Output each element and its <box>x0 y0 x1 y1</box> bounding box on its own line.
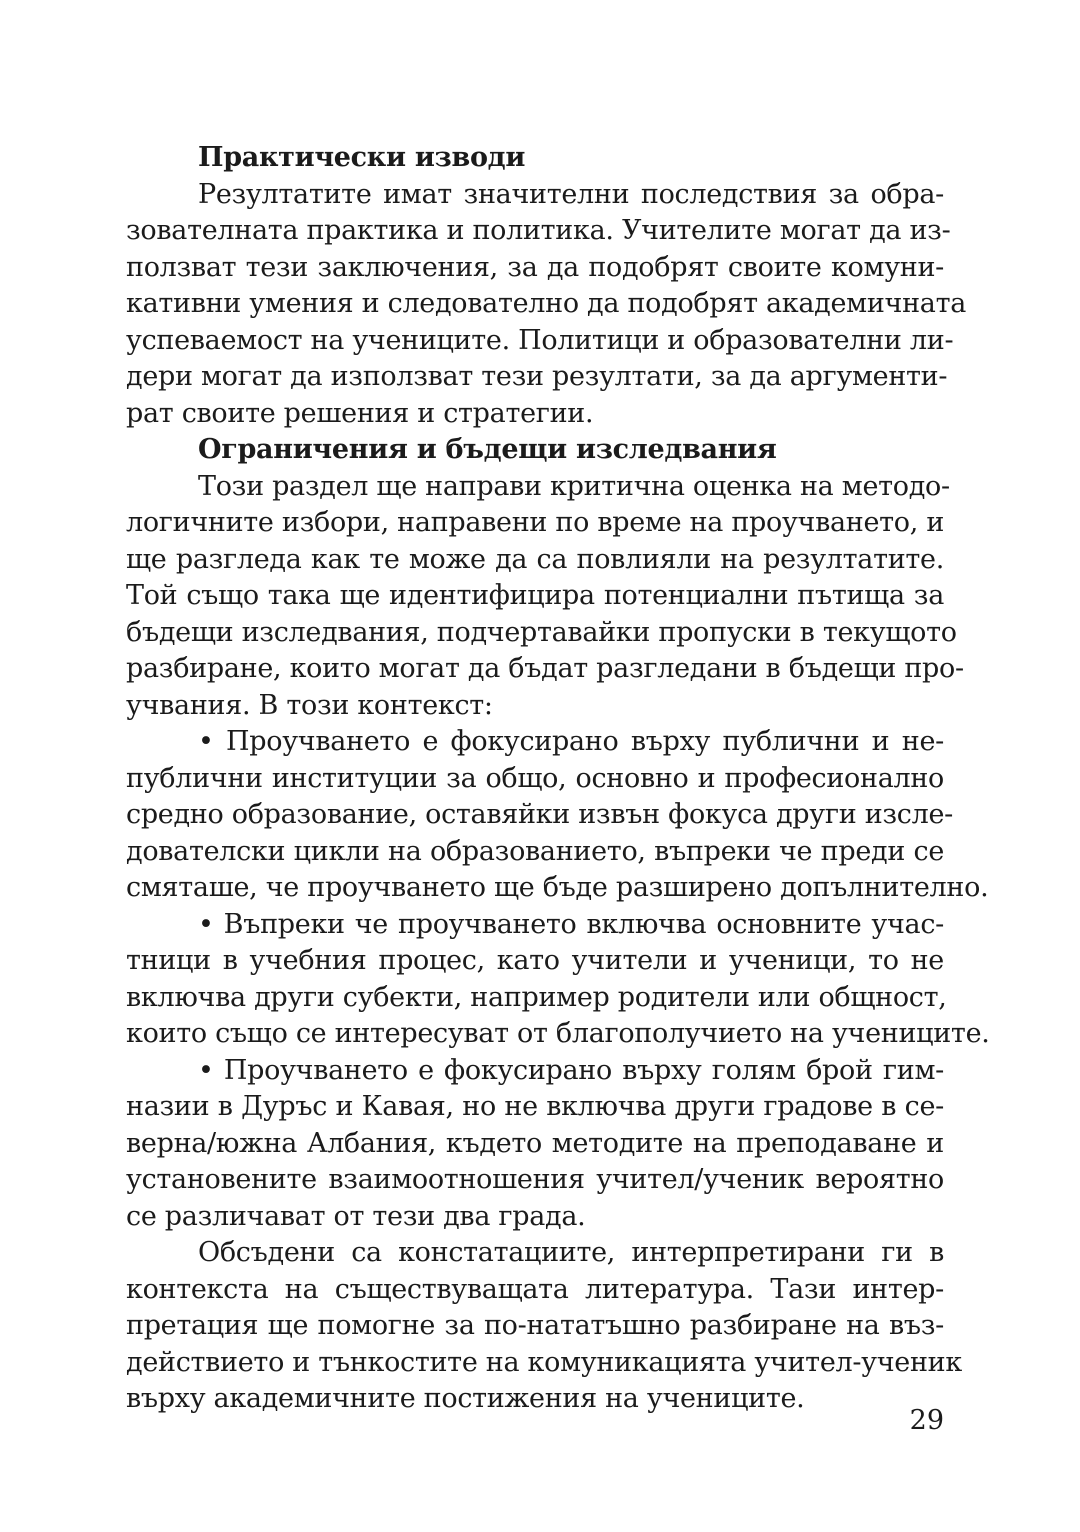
bullet-item <box>126 724 989 907</box>
bullet-item <box>126 1053 944 1236</box>
text-line: разбиране, които могат да бъдат разгледани в бъдещи про- <box>126 653 964 684</box>
text-line: ползват тези заключения, за да подобрят своите комуни- <box>126 251 944 283</box>
text-line: действието и тънкостите на комуникацията учител-ученик <box>126 1346 962 1378</box>
closing-paragraph <box>126 1235 962 1418</box>
text-line: бъдещи изследвания, подчертавайки пропуски в текущото <box>126 616 957 648</box>
text-line: кативни умения и следователно да подобрят академичната <box>126 288 967 319</box>
page-number: 29 <box>909 1405 944 1436</box>
text-line: дователски цикли на образованието, въпреки че преди се <box>126 835 944 867</box>
text-line: контекста на съществуващата литература. Тази интер- <box>126 1273 944 1305</box>
paragraph <box>126 469 964 725</box>
text-line: Той също така ще идентифицира потенциални пътища за <box>126 580 944 611</box>
text-line: включва други субекти, например родители или общност, <box>126 981 947 1013</box>
practical-conclusions-section <box>126 140 967 432</box>
section-heading: Практически изводи <box>198 142 526 173</box>
text-line: назии в Дуръс и Кавая, но не включва други градове в се- <box>126 1091 944 1122</box>
text-line: Резултатите имат значителни последствия за обра- <box>198 178 944 210</box>
text-line: които също се интересуват от благополучието на учениците. <box>126 1018 990 1049</box>
bullet-item <box>126 907 990 1053</box>
text-line: рат своите решения и стратегии. <box>126 397 594 429</box>
paragraph <box>126 177 967 433</box>
text-line: се различават от тези два града. <box>126 1200 586 1232</box>
text-line: Този раздел ще направи критична оценка на методо- <box>198 470 950 502</box>
limitations-section <box>126 432 990 1418</box>
text-line: • Въпреки че проучването включва основните учас- <box>198 908 944 940</box>
text-line: зователната практика и политика. Учителите могат да из- <box>126 215 951 246</box>
text-line: дери могат да използват тези резултати, за да аргументи- <box>126 361 948 392</box>
text-line: върху академичните постижения на учениците. <box>126 1383 805 1414</box>
text-line: успеваемост на учениците. Политици и образователни ли- <box>126 324 954 356</box>
section-heading: Ограничения и бъдещи изследвания <box>198 434 777 465</box>
text-line: установените взаимоотношения учител/ученик вероятно <box>126 1164 944 1195</box>
page-body <box>126 140 990 1418</box>
text-line: публични институции за общо, основно и професионално <box>126 762 944 794</box>
text-line: смяташе, че проучването ще бъде разширено допълнително. <box>126 872 989 903</box>
text-line: тници в учебния процес, като учители и ученици, то не <box>126 945 944 976</box>
text-line: средно образование, оставяйки извън фокуса други изсле- <box>126 799 953 830</box>
text-line: • Проучването е фокусирано върху голям брой гим- <box>198 1054 944 1086</box>
text-line: учвания. В този контекст: <box>126 689 493 721</box>
text-line: логичните избори, направени по време на проучването, и <box>126 507 945 538</box>
text-line: верна/южна Албания, където методите на преподаване и <box>126 1127 944 1159</box>
text-line: Обсъдени са констатациите, интерпретирани ги в <box>198 1237 944 1268</box>
text-line: ще разгледа как те може да са повлияли на резултатите. <box>126 543 944 575</box>
text-line: • Проучването е фокусирано върху публични и не- <box>198 726 944 757</box>
text-line: претация ще помогне за по-нататъшно разбиране на въз- <box>126 1310 944 1341</box>
